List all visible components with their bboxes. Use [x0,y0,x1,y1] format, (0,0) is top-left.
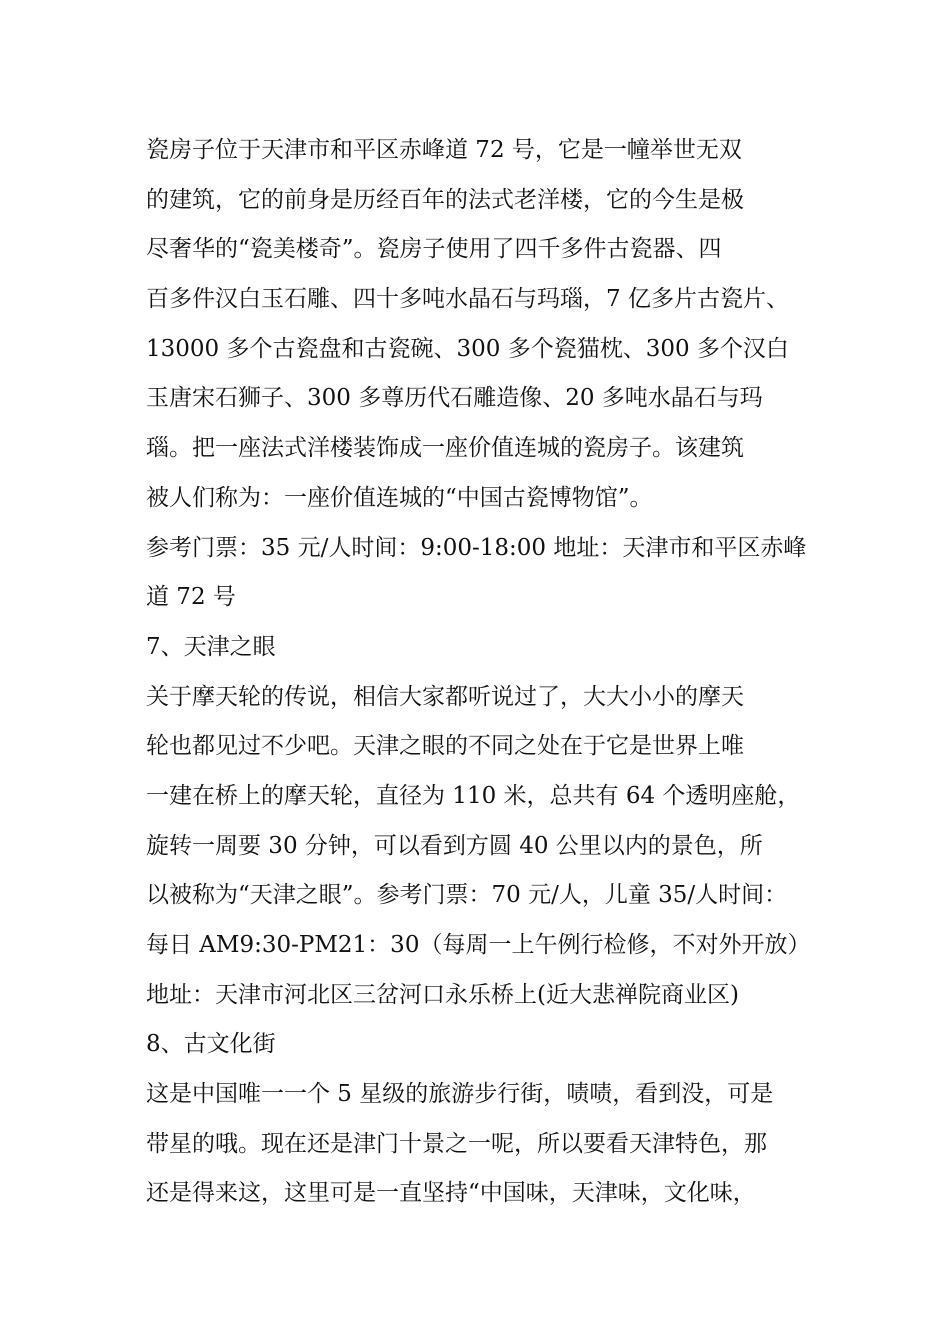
text-line: 轮也都见过不少吧。天津之眼的不同之处在于它是世界上唯 [146,733,744,760]
text-line: 瓷房子位于天津市和平区赤峰道 72 号，它是一幢举世无双 [146,137,742,163]
text-line: 还是得来这，这里可是一直坚持“中国味，天津味，文化味， [146,1180,756,1207]
body-text [146,126,846,1219]
text-line: 百多件汉白玉石雕、四十多吨水晶石与玛瑙，7 亿多片古瓷片、 [146,286,789,313]
text-line: 旋转一周要 30 分钟，可以看到方圆 40 公里以内的景色，所 [146,832,763,859]
text-line: 一建在桥上的摩天轮，直径为 110 米，总共有 64 个透明座舱， [146,782,801,809]
text-line: 被人们称为：一座价值连城的“中国古瓷博物馆”。 [146,484,653,511]
section-heading: 8、古文化街 [146,1031,276,1058]
text-line: 的建筑，它的前身是历经百年的法式老洋楼，它的今生是极 [146,186,744,213]
text-line: 带星的哦。现在还是津门十景之一呢，所以要看天津特色，那 [146,1130,767,1157]
text-line: 关于摩天轮的传说，相信大家都听说过了，大大小小的摩天 [146,683,744,710]
text-line: 参考门票：35 元/人时间：9:00-18:00 地址：天津市和平区赤峰 [146,534,807,561]
section-heading: 7、天津之眼 [146,633,276,660]
text-line: 瑙。把一座法式洋楼装饰成一座价值连城的瓷房子。该建筑 [146,435,744,462]
text-line: 道 72 号 [146,584,236,611]
text-line: 每日 AM9:30-PM21：30（每周一上午例行检修，不对外开放） [146,932,811,958]
text-line: 地址：天津市河北区三岔河口永乐桥上(近大悲禅院商业区) [146,981,739,1008]
text-line: 这是中国唯一一个 5 星级的旅游步行街，啧啧，看到没，可是 [146,1081,774,1108]
text-line: 玉唐宋石狮子、300 多尊历代石雕造像、20 多吨水晶石与玛 [146,385,763,412]
text-line: 13000 多个古瓷盘和古瓷碗、300 多个瓷猫枕、300 多个汉白 [146,335,789,362]
text-line: 尽奢华的“瓷美楼奇”。瓷房子使用了四千多件古瓷器、四 [146,236,722,263]
text-line: 以被称为“天津之眼”。参考门票：70 元/人，儿童 35/人时间： [146,882,788,909]
